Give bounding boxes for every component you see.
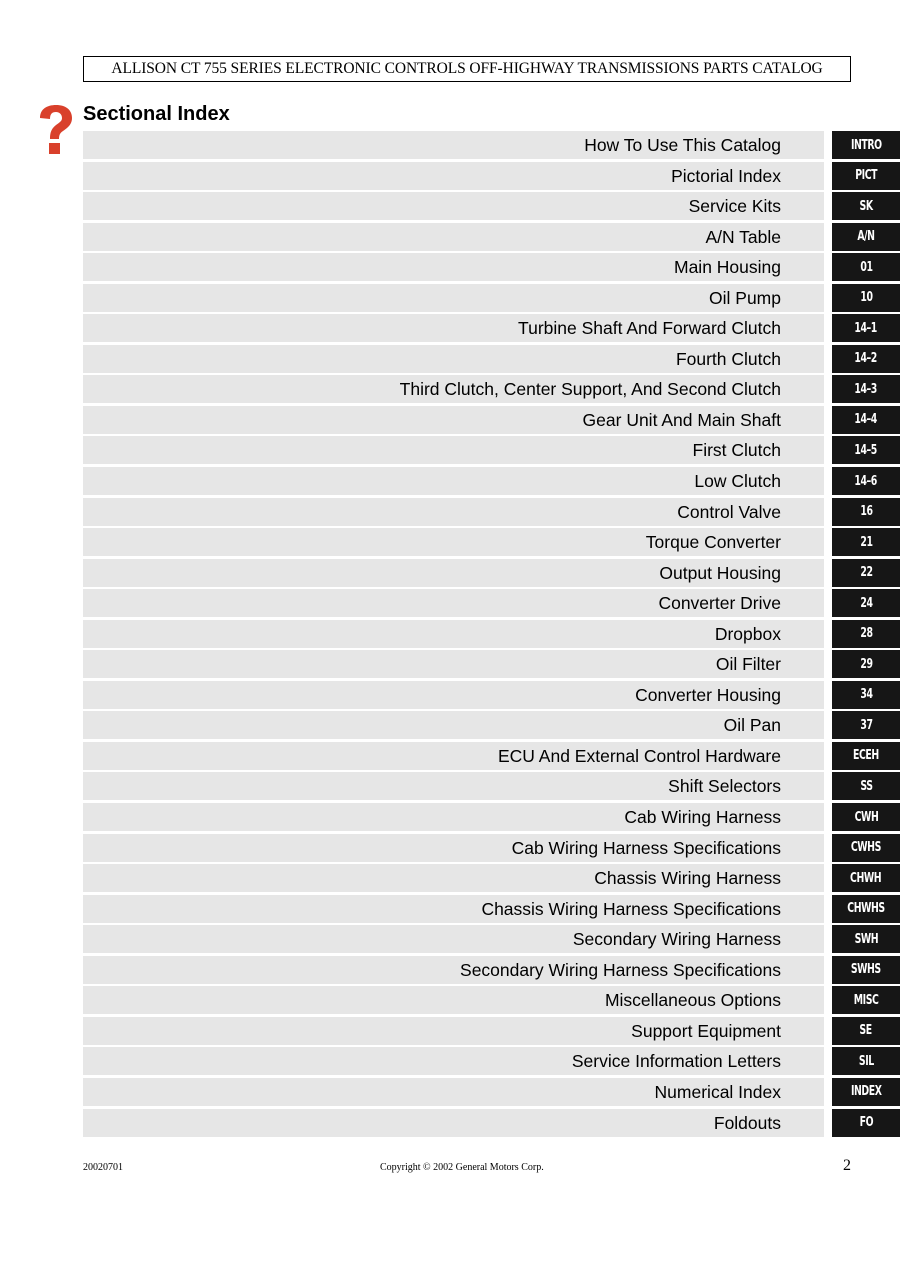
index-row-label[interactable]: Secondary Wiring Harness Specifications: [460, 959, 781, 980]
index-row-label[interactable]: Turbine Shaft And Forward Clutch: [518, 318, 781, 339]
section-tab[interactable]: [832, 1017, 900, 1045]
section-title: Sectional Index: [83, 103, 230, 125]
index-row[interactable]: [83, 772, 901, 800]
sectional-index-list: [83, 131, 901, 1139]
section-tab[interactable]: [832, 650, 900, 678]
index-row-label[interactable]: Fourth Clutch: [675, 348, 781, 369]
section-tab-label: 34: [859, 687, 873, 703]
section-tab[interactable]: [832, 131, 900, 159]
index-row[interactable]: [83, 681, 901, 709]
index-row[interactable]: [83, 467, 901, 495]
index-row[interactable]: [83, 1047, 901, 1075]
section-tab-label: SIL: [858, 1053, 874, 1069]
index-row[interactable]: [83, 1017, 901, 1045]
section-tab-label: 16: [859, 504, 873, 520]
index-row-label[interactable]: Oil Pump: [709, 287, 781, 308]
section-tab-label: 14–4: [854, 412, 878, 428]
index-row-label[interactable]: Main Housing: [674, 257, 781, 278]
section-tab[interactable]: [832, 498, 900, 526]
section-tab[interactable]: [832, 864, 900, 892]
index-row[interactable]: [83, 345, 901, 373]
section-tab[interactable]: [832, 681, 900, 709]
section-tab-label: 14–6: [854, 473, 878, 489]
section-tab-label: 01: [859, 259, 873, 275]
section-tab-label: SK: [859, 198, 873, 214]
footer-code: 20020701: [83, 1162, 123, 1173]
index-row[interactable]: [83, 253, 901, 281]
section-tab[interactable]: [832, 711, 900, 739]
section-tab[interactable]: [832, 772, 900, 800]
index-row[interactable]: [83, 803, 901, 831]
section-tab-label: 22: [859, 565, 873, 581]
index-row[interactable]: [83, 650, 901, 678]
section-tab[interactable]: [832, 1078, 900, 1106]
index-row-label[interactable]: Converter Housing: [635, 684, 781, 705]
section-tab-label: CWHS: [850, 840, 882, 856]
index-row[interactable]: [83, 131, 901, 159]
index-row-label[interactable]: Service Kits: [688, 196, 781, 217]
section-tab-label: 14–2: [854, 351, 878, 367]
index-row[interactable]: [83, 742, 901, 770]
index-row[interactable]: [83, 192, 901, 220]
index-row[interactable]: [83, 498, 901, 526]
section-tab-label: SWH: [854, 931, 878, 947]
section-tab[interactable]: [832, 436, 900, 464]
index-row-label[interactable]: Support Equipment: [631, 1020, 781, 1041]
section-tab-label: 37: [859, 717, 873, 733]
section-tab-label: A/N: [857, 229, 875, 245]
index-row-label[interactable]: Cab Wiring Harness Specifications: [511, 837, 781, 858]
section-tab[interactable]: [832, 284, 900, 312]
index-row[interactable]: [83, 986, 901, 1014]
section-tab[interactable]: [832, 375, 900, 403]
section-tab-label: 14–3: [854, 381, 878, 397]
index-row-label[interactable]: Foldouts: [713, 1112, 781, 1133]
index-row[interactable]: [83, 711, 901, 739]
index-row[interactable]: [83, 1109, 901, 1137]
section-tab-label: CHWHS: [847, 901, 885, 917]
section-tab-label: 28: [859, 626, 873, 642]
index-row-label[interactable]: Oil Pan: [723, 715, 781, 736]
section-tab-label: 21: [859, 534, 873, 550]
catalog-header: [83, 56, 851, 82]
section-tab-label: 24: [859, 595, 873, 611]
index-row[interactable]: [83, 284, 901, 312]
index-row[interactable]: [83, 406, 901, 434]
index-row-label[interactable]: Dropbox: [714, 623, 781, 644]
index-row-label[interactable]: Miscellaneous Options: [604, 990, 781, 1011]
index-row-label[interactable]: Numerical Index: [654, 1081, 781, 1102]
section-tab[interactable]: [832, 559, 900, 587]
section-tab[interactable]: [832, 162, 900, 190]
section-tab[interactable]: [832, 956, 900, 984]
section-tab-label: CWH: [854, 809, 878, 825]
section-tab[interactable]: [832, 406, 900, 434]
page-number: 2: [843, 1157, 851, 1174]
index-row-label[interactable]: A/N Table: [705, 226, 781, 247]
section-tab-label: 29: [859, 656, 873, 672]
index-row-label[interactable]: Pictorial Index: [671, 165, 781, 186]
section-tab-label: INDEX: [850, 1084, 882, 1100]
index-row[interactable]: [83, 314, 901, 342]
index-row[interactable]: [83, 1078, 901, 1106]
section-tab-label: 14–5: [854, 442, 878, 458]
section-tab-label: SS: [859, 778, 873, 794]
index-row-label[interactable]: Service Information Letters: [571, 1051, 781, 1072]
index-row-label[interactable]: Shift Selectors: [668, 776, 781, 797]
index-row-bar: [83, 1109, 824, 1137]
section-tab[interactable]: [832, 467, 900, 495]
section-tab-label: 14–1: [854, 320, 878, 336]
catalog-title: ALLISON CT 755 SERIES ELECTRONIC CONTROLS OFF-HIGHWAY TRANSMISSIONS PARTS CATALOG: [111, 60, 823, 77]
index-row-label[interactable]: Torque Converter: [645, 532, 781, 553]
index-row[interactable]: [83, 162, 901, 190]
index-row-label[interactable]: Gear Unit And Main Shaft: [582, 409, 781, 430]
index-row-label[interactable]: Cab Wiring Harness: [624, 807, 781, 828]
question-mark-icon: [36, 104, 76, 156]
index-row[interactable]: [83, 375, 901, 403]
index-row[interactable]: [83, 620, 901, 648]
section-tab[interactable]: [832, 620, 900, 648]
section-tab-label: ECEH: [853, 748, 879, 764]
section-tab-label: SE: [859, 1023, 873, 1039]
section-tab-label: SWHS: [851, 962, 881, 978]
section-tab[interactable]: [832, 1047, 900, 1075]
index-row-bar: [83, 650, 824, 678]
section-tab[interactable]: [832, 345, 900, 373]
index-row-label[interactable]: Output Housing: [659, 562, 781, 583]
index-row-label[interactable]: Low Clutch: [694, 471, 781, 492]
index-row[interactable]: [83, 223, 901, 251]
index-row-label[interactable]: Secondary Wiring Harness: [572, 929, 781, 950]
section-tab[interactable]: [832, 589, 900, 617]
index-row-label[interactable]: Control Valve: [677, 501, 781, 522]
index-row[interactable]: [83, 864, 901, 892]
index-row[interactable]: [83, 834, 901, 862]
section-tab[interactable]: [832, 925, 900, 953]
index-row-bar: [83, 620, 824, 648]
index-row-label[interactable]: How To Use This Catalog: [584, 135, 781, 155]
section-tab-label: CHWH: [850, 870, 882, 886]
index-row[interactable]: [83, 436, 901, 464]
section-tab[interactable]: [832, 253, 900, 281]
index-row[interactable]: [83, 925, 901, 953]
section-tab-label: INTRO: [850, 137, 882, 153]
index-row-bar: [83, 711, 824, 739]
index-row[interactable]: [83, 528, 901, 556]
index-row-label[interactable]: Third Clutch, Center Support, And Second Clutch: [399, 379, 781, 400]
index-row-label[interactable]: ECU And External Control Hardware: [497, 745, 781, 766]
section-tab[interactable]: [832, 742, 900, 770]
index-row-label[interactable]: Oil Filter: [715, 654, 781, 675]
index-row[interactable]: [83, 956, 901, 984]
footer-copyright: Copyright © 2002 General Motors Corp.: [380, 1162, 544, 1173]
section-tab[interactable]: [832, 986, 900, 1014]
index-row-label[interactable]: Converter Drive: [658, 593, 781, 614]
index-row[interactable]: [83, 589, 901, 617]
section-tab[interactable]: [832, 1109, 900, 1137]
index-row[interactable]: [83, 559, 901, 587]
index-row-label[interactable]: First Clutch: [692, 440, 781, 461]
section-tab-label: 10: [859, 290, 873, 306]
section-tab[interactable]: [832, 803, 900, 831]
section-tab[interactable]: [832, 223, 900, 251]
section-tab[interactable]: [832, 314, 900, 342]
index-row[interactable]: [83, 895, 901, 923]
section-tab[interactable]: [832, 895, 900, 923]
section-tab-label: MISC: [853, 992, 879, 1008]
section-tab-label: FO: [859, 1115, 873, 1130]
index-row-label[interactable]: Chassis Wiring Harness: [594, 868, 781, 889]
section-tab[interactable]: [832, 192, 900, 220]
section-tab-label: PICT: [855, 168, 877, 184]
section-tab[interactable]: [832, 528, 900, 556]
section-tab[interactable]: [832, 834, 900, 862]
index-row-label[interactable]: Chassis Wiring Harness Specifications: [481, 898, 781, 919]
